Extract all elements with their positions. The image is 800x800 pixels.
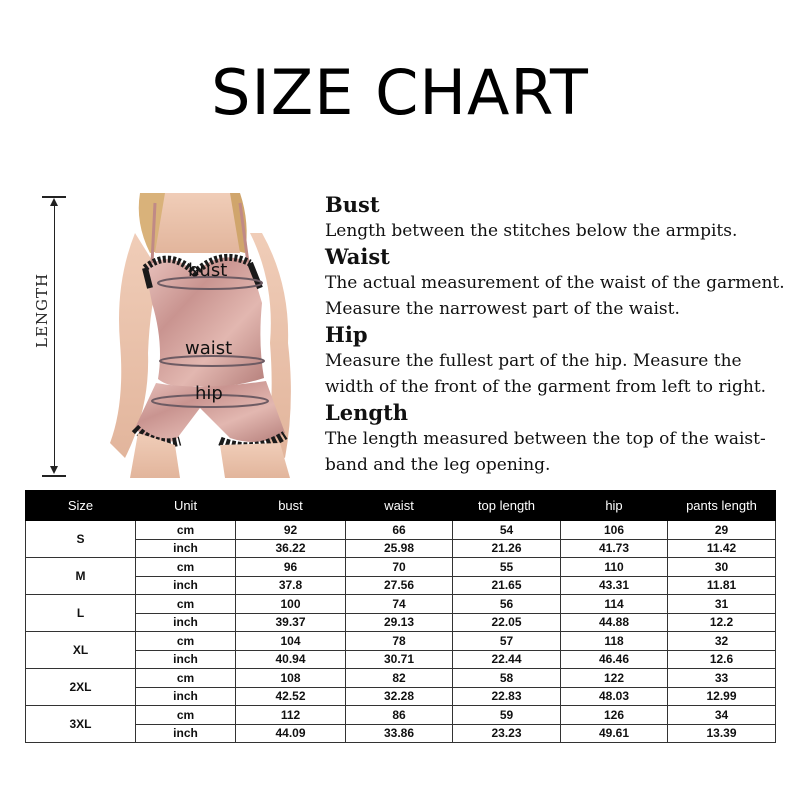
value-cell: 27.56 [346,576,453,595]
value-cell: 56 [453,595,561,614]
unit-cell: cm [136,669,236,688]
arrow-up-icon [50,198,58,206]
arrow-down-icon [50,466,58,474]
unit-cell: inch [136,539,236,558]
value-cell: 100 [236,595,346,614]
table-row [26,613,776,632]
header-waist: waist [346,491,453,521]
value-cell: 31 [668,595,776,614]
value-cell: 23.23 [453,724,561,743]
value-cell: 41.73 [561,539,668,558]
value-cell: 13.39 [668,724,776,743]
value-cell: 30.71 [346,650,453,669]
size-cell: S [26,521,136,558]
value-cell: 96 [236,558,346,577]
value-cell: 33 [668,669,776,688]
value-cell: 112 [236,706,346,725]
header-size: Size [26,491,136,521]
bust-label: bust [188,260,228,281]
value-cell: 114 [561,595,668,614]
value-cell: 46.46 [561,650,668,669]
unit-cell: cm [136,595,236,614]
value-cell: 39.37 [236,613,346,632]
description-heading: Hip [325,322,368,347]
value-cell: 37.8 [236,576,346,595]
value-cell: 126 [561,706,668,725]
value-cell: 22.05 [453,613,561,632]
value-cell: 21.26 [453,539,561,558]
value-cell: 82 [346,669,453,688]
unit-cell: inch [136,613,236,632]
unit-cell: cm [136,521,236,540]
size-cell: M [26,558,136,595]
size-table [25,490,776,743]
table-row [26,576,776,595]
table-row [26,669,776,688]
hip-label: hip [195,383,223,404]
length-line [54,200,56,472]
value-cell: 57 [453,632,561,651]
value-cell: 44.88 [561,613,668,632]
size-cell: 2XL [26,669,136,706]
table-row [26,706,776,725]
value-cell: 42.52 [236,687,346,706]
value-cell: 11.42 [668,539,776,558]
value-cell: 36.22 [236,539,346,558]
table-row [26,595,776,614]
value-cell: 108 [236,669,346,688]
header-top-length: top length [453,491,561,521]
description-line: width of the front of the garment from left to right. [325,377,767,397]
description-waist [325,244,795,322]
table-row [26,521,776,540]
table-row [26,558,776,577]
unit-cell: cm [136,558,236,577]
value-cell: 44.09 [236,724,346,743]
value-cell: 29 [668,521,776,540]
description-length [325,400,795,478]
size-cell: 3XL [26,706,136,743]
value-cell: 54 [453,521,561,540]
header-pants-length: pants length [668,491,776,521]
value-cell: 74 [346,595,453,614]
value-cell: 21.65 [453,576,561,595]
value-cell: 25.98 [346,539,453,558]
description-line: Measure the narrowest part of the waist. [325,299,680,319]
description-line: The length measured between the top of the waist- [325,429,766,449]
unit-cell: inch [136,724,236,743]
value-cell: 66 [346,521,453,540]
description-line: The actual measurement of the waist of the garment. [325,273,785,293]
table-row [26,650,776,669]
unit-cell: inch [136,687,236,706]
table-body [26,521,776,743]
value-cell: 86 [346,706,453,725]
value-cell: 32 [668,632,776,651]
value-cell: 78 [346,632,453,651]
description-bust [325,192,795,244]
value-cell: 34 [668,706,776,725]
measurement-descriptions [325,192,795,478]
description-heading: Length [325,400,409,425]
value-cell: 33.86 [346,724,453,743]
value-cell: 55 [453,558,561,577]
value-cell: 12.99 [668,687,776,706]
table-header-row [26,491,776,521]
unit-cell: cm [136,706,236,725]
value-cell: 70 [346,558,453,577]
description-hip [325,322,795,400]
value-cell: 22.83 [453,687,561,706]
value-cell: 48.03 [561,687,668,706]
value-cell: 58 [453,669,561,688]
value-cell: 49.61 [561,724,668,743]
description-line: Measure the fullest part of the hip. Measure the [325,351,742,371]
value-cell: 11.81 [668,576,776,595]
header-unit: Unit [136,491,236,521]
size-cell: XL [26,632,136,669]
size-cell: L [26,595,136,632]
value-cell: 22.44 [453,650,561,669]
value-cell: 12.2 [668,613,776,632]
value-cell: 29.13 [346,613,453,632]
unit-cell: cm [136,632,236,651]
table-row [26,632,776,651]
description-line: Length between the stitches below the armpits. [325,221,738,241]
value-cell: 104 [236,632,346,651]
value-cell: 30 [668,558,776,577]
unit-cell: inch [136,650,236,669]
value-cell: 43.31 [561,576,668,595]
value-cell: 92 [236,521,346,540]
length-bottom-tick [42,475,66,477]
description-heading: Bust [325,192,380,217]
description-line: band and the leg opening. [325,455,551,475]
header-hip: hip [561,491,668,521]
table-row [26,687,776,706]
value-cell: 12.6 [668,650,776,669]
page-title: SIZE CHART [211,56,589,129]
waist-label: waist [185,338,233,359]
value-cell: 118 [561,632,668,651]
value-cell: 40.94 [236,650,346,669]
value-cell: 110 [561,558,668,577]
value-cell: 32.28 [346,687,453,706]
model-illustration [80,193,310,478]
unit-cell: inch [136,576,236,595]
header-bust: bust [236,491,346,521]
length-label: LENGTH [33,272,51,348]
table-row [26,539,776,558]
model-photo [80,193,310,478]
value-cell: 106 [561,521,668,540]
value-cell: 59 [453,706,561,725]
value-cell: 122 [561,669,668,688]
description-heading: Waist [325,244,390,269]
table-row [26,724,776,743]
